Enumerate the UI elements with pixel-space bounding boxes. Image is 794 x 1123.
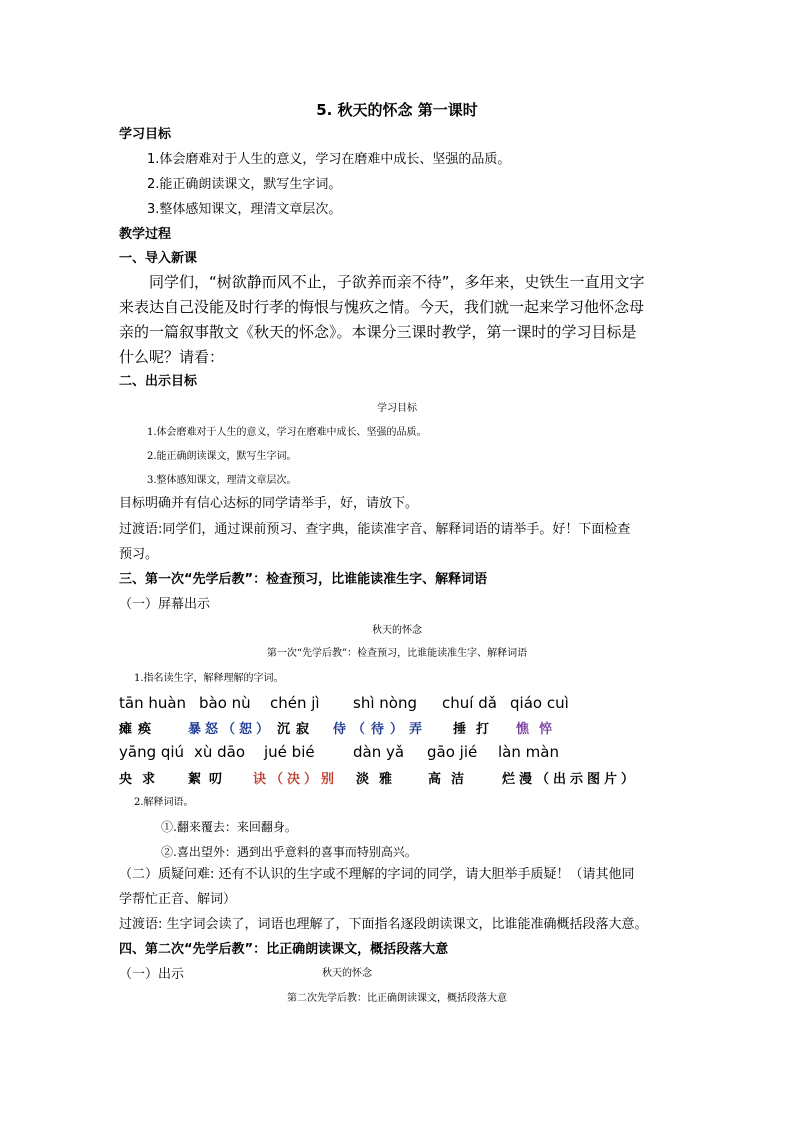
objectives-heading: 学习目标	[119, 127, 172, 142]
objective-item: 1.体会磨难对于人生的意义，学习在磨难中成长、坚强的品质。	[147, 152, 511, 167]
slide-item: 1.体会磨难对于人生的意义，学习在磨难中成长、坚强的品质。	[147, 427, 427, 438]
subsection-label: （一）屏幕出示	[119, 597, 211, 612]
paragraph-line: 学帮忙正音、解词）	[119, 892, 237, 907]
vocab-word: 憔悴	[516, 722, 563, 737]
paragraph-line: 亲的一篇叙事散文《秋天的怀念》。本课分三课时教学，第一课时的学习目标是	[119, 323, 637, 341]
process-heading: 教学过程	[119, 227, 172, 242]
section-heading: 四、第二次“先学后教”：比正确朗读课文，概括段落大意	[119, 942, 449, 957]
paragraph-line: 同学们，“树欲静而风不止，子欲养而亲不待”，多年来，史铁生一直用文字	[149, 273, 645, 291]
slide-subtitle: 第一次“先学后教”：检查预习，比谁能读准生字、解释词语	[266, 648, 528, 659]
definition: ②.喜出望外：遇到出乎意料的喜事而特别高兴。	[161, 845, 417, 859]
slide-task: 1.指名读生字，解释理解的字词。	[134, 673, 284, 684]
vocab-word: 絮叨	[188, 772, 231, 787]
pinyin: tān huàn	[119, 694, 187, 712]
vocab-word: 央求	[119, 772, 166, 787]
paragraph-line: 来表达自己没能及时行孝的悔恨与愧疚之情。今天，我们就一起来学习他怀念母	[119, 298, 645, 316]
pinyin: jué bié	[264, 743, 315, 761]
definition: ①.翻来覆去：来回翻身。	[161, 820, 297, 834]
vocab-word: 淡雅	[356, 772, 403, 787]
paragraph-line: （二）质疑问难: 还有不认识的生字或不理解的字词的同学，请大胆举手质疑！（请其他同	[119, 867, 635, 882]
pinyin: dàn yǎ	[353, 743, 405, 761]
paragraph-line: 预习。	[119, 547, 159, 562]
pinyin: gāo jié	[427, 743, 478, 761]
pinyin: chuí dǎ	[442, 694, 497, 712]
paragraph-line: 什么呢？请看：	[119, 348, 225, 366]
pinyin: shì nòng	[353, 694, 417, 712]
pinyin: qiáo cuì	[510, 694, 569, 712]
objective-item: 2.能正确朗读课文，默写生字词。	[147, 177, 342, 192]
slide-subtitle: 第二次先学后教：比正确朗读课文，概括段落大意	[287, 993, 507, 1004]
pinyin: làn màn	[498, 743, 559, 761]
paragraph-line: 过渡语: 生字词会读了，词语也理解了，下面指名逐段朗读课文，比谁能准确概括段落大意。	[119, 917, 648, 932]
subsection-label: （一）出示	[119, 967, 185, 982]
slide-task: 2.解释词语。	[134, 797, 194, 808]
pinyin: xù dāo	[194, 743, 246, 761]
section-heading: 三、第一次“先学后教”：检查预习，比谁能读准生字、解释词语	[119, 572, 488, 587]
pinyin: chén jì	[270, 694, 320, 712]
paragraph-line: 过渡语:同学们，通过课前预习、查字典，能读准字音、解释词语的请举手。好！下面检查	[119, 522, 631, 537]
pinyin: bào nù	[199, 694, 251, 712]
vocab-word: 诀（决）别	[253, 772, 339, 787]
slide-title: 秋天的怀念	[322, 968, 372, 979]
vocab-word: 沉寂	[277, 722, 316, 737]
vocab-word: 瘫痪	[119, 722, 158, 737]
vocab-word: 侍（待）弄	[333, 722, 429, 737]
vocab-word: 烂漫（出示图片）	[502, 772, 639, 787]
slide-title: 学习目标	[377, 403, 417, 414]
slide-title: 秋天的怀念	[372, 625, 422, 636]
section-heading: 一、导入新课	[119, 251, 198, 266]
vocab-word: 高洁	[428, 772, 475, 787]
paragraph-line: 目标明确并有信心达标的同学请举手，好，请放下。	[119, 496, 419, 511]
slide-item: 3.整体感知课文，理清文章层次。	[147, 475, 297, 486]
objective-item: 3.整体感知课文，理清文章层次。	[147, 202, 342, 217]
page-title: 5. 秋天的怀念 第一课时	[316, 101, 478, 119]
vocab-word: 暴怒（恕）	[188, 722, 274, 737]
vocab-word: 捶打	[453, 722, 500, 737]
pinyin: yāng qiú	[119, 743, 185, 761]
section-heading: 二、出示目标	[119, 374, 198, 389]
slide-item: 2.能正确朗读课文，默写生字词。	[147, 451, 297, 462]
